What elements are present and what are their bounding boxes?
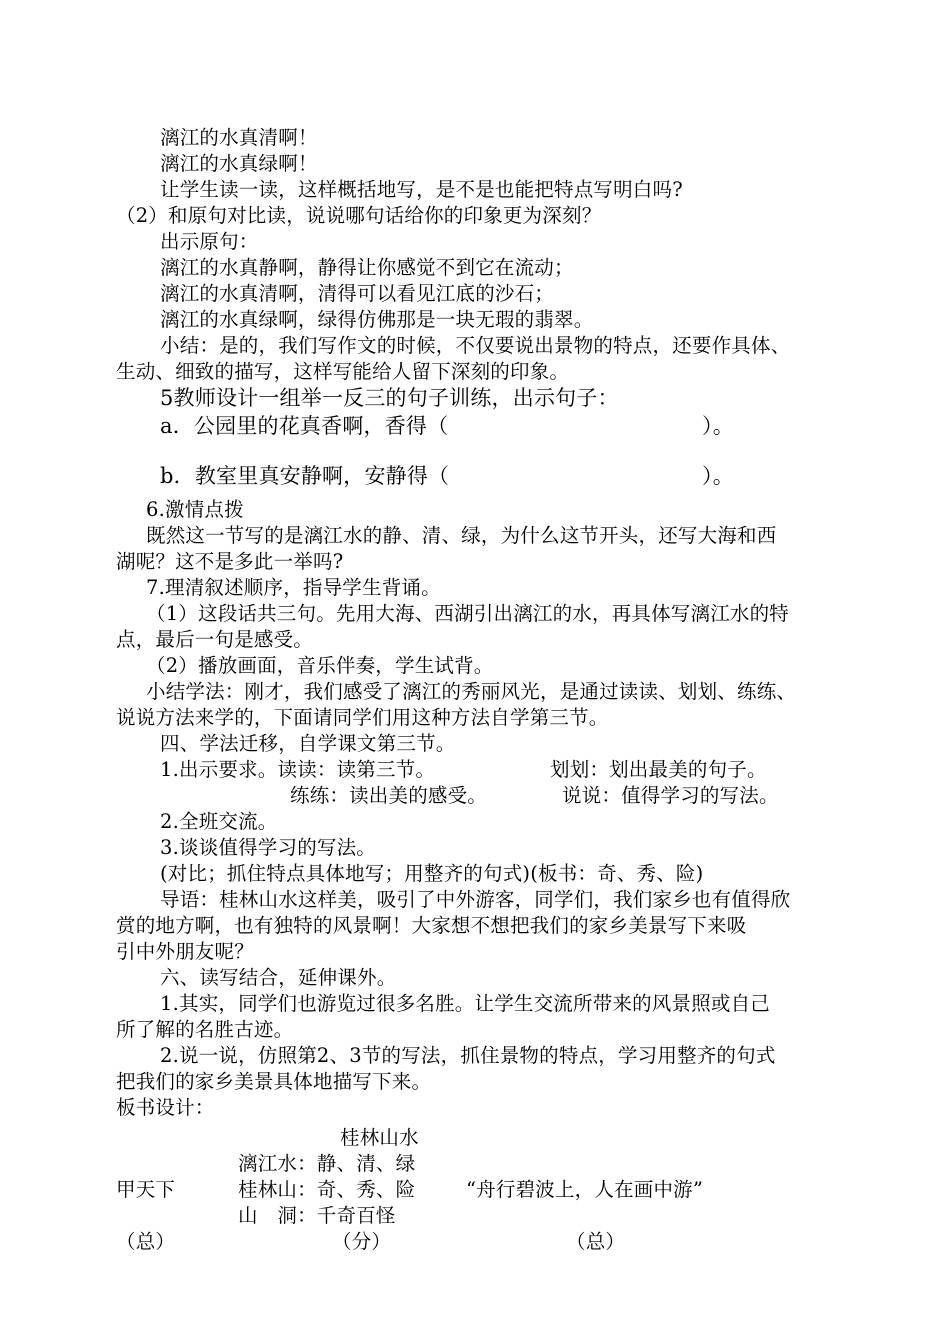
text-line: 小结学法：刚才，我们感受了漓江的秀丽风光，是通过读读、划划、练练、 bbox=[146, 680, 797, 703]
text-line: 四、学法迁移，自学课文第三节。 bbox=[160, 732, 456, 755]
text-line: 小结：是的，我们写作文的时候，不仅要说出景物的特点，还要作具体、 bbox=[160, 334, 791, 357]
exercise-a-end: ）。 bbox=[702, 414, 734, 438]
text-line: 湖呢？这不是多此一举吗? bbox=[116, 550, 344, 573]
text-line: 6.激情点拨 bbox=[146, 498, 244, 521]
text-line: 7.理清叙述顺序，指导学生背诵。 bbox=[146, 576, 441, 599]
board-row: 山 洞：千奇百怪 bbox=[238, 1204, 396, 1227]
text-line: 5教师设计一组举一反三的句子训练，出示句子： bbox=[160, 386, 619, 410]
text-line: （1）这段话共三句。先用大海、西湖引出漓江的水，再具体写漓江水的特 bbox=[146, 602, 790, 625]
text-line: (对比；抓住特点具体地写；用整齐的句式)(板书：奇、秀、险) bbox=[160, 862, 704, 885]
board-label: （总） bbox=[566, 1230, 626, 1253]
text-line: 2.全班交流。 bbox=[160, 810, 278, 833]
text-line: （2）和原句对比读，说说哪句话给你的印象更为深刻？ bbox=[116, 204, 602, 227]
text-line: 既然这一节写的是漓江水的静、清、绿，为什么这节开头，还写大海和西 bbox=[146, 524, 777, 547]
text-line: 出示原句： bbox=[160, 230, 259, 253]
text-line: 划划：划出最美的句子。 bbox=[550, 758, 767, 781]
text-line: 把我们的家乡美景具体地描写下来。 bbox=[116, 1070, 432, 1093]
text-line: 1.出示要求。读读：读第三节。 bbox=[160, 758, 436, 781]
text-line: 漓江的水真绿啊，绿得仿佛那是一块无瑕的翡翠。 bbox=[160, 308, 594, 331]
text-line: 漓江的水真静啊，静得让你感觉不到它在流动； bbox=[160, 256, 574, 279]
text-line: 3.谈谈值得学习的写法。 bbox=[160, 836, 377, 859]
text-line: 赏的地方啊，也有独特的风景啊！大家想不想把我们的家乡美景写下来吸 bbox=[116, 914, 747, 937]
exercise-a: a．公园里的花真香啊，香得（ bbox=[160, 414, 449, 438]
text-line: 说说方法来学的，下面请同学们用这种方法自学第三节。 bbox=[116, 706, 609, 729]
exercise-b-end: ）。 bbox=[702, 464, 734, 488]
text-line: 生动、细致的描写，这样写能给人留下深刻的印象。 bbox=[116, 360, 570, 383]
board-row: 漓江水：静、清、绿 bbox=[238, 1152, 416, 1175]
exercise-b: b．教室里真安静啊，安静得（ bbox=[160, 464, 450, 488]
text-line: 2.说一说，仿照第2、3节的写法，抓住景物的特点，学习用整齐的句式 bbox=[160, 1044, 776, 1067]
text-line: 六、读写结合，延伸课外。 bbox=[160, 966, 397, 989]
text-line: 漓江的水真清啊，清得可以看见江底的沙石； bbox=[160, 282, 555, 305]
text-line: 说说：值得学习的写法。 bbox=[562, 784, 779, 807]
board-left: 甲天下 bbox=[116, 1178, 176, 1201]
text-line: 练练：读出美的感受。 bbox=[290, 784, 488, 807]
board-heading: 板书设计： bbox=[116, 1096, 215, 1119]
text-line: 漓江的水真绿啊！ bbox=[160, 152, 318, 175]
board-title: 桂林山水 bbox=[340, 1126, 419, 1149]
text-line: 引中外朋友呢？ bbox=[116, 940, 254, 963]
text-line: 所了解的名胜古迹。 bbox=[116, 1018, 294, 1041]
board-label: （总） bbox=[116, 1230, 176, 1253]
text-line: （2）播放画面，音乐伴奏，学生试背。 bbox=[146, 654, 494, 677]
text-line: 点，最后一句是感受。 bbox=[116, 628, 314, 651]
board-label: （分） bbox=[332, 1230, 392, 1253]
text-line: 漓江的水真清啊！ bbox=[160, 126, 318, 149]
board-quote: “舟行碧波上，人在画中游” bbox=[466, 1178, 704, 1201]
text-line: 让学生读一读，这样概括地写，是不是也能把特点写明白吗? bbox=[160, 178, 683, 201]
text-line: 1.其实，同学们也游览过很多名胜。让学生交流所带来的风景照或自己 bbox=[160, 992, 771, 1015]
board-row: 桂林山：奇、秀、险 bbox=[238, 1178, 416, 1201]
text-line: 导语：桂林山水这样美，吸引了中外游客，同学们，我们家乡也有值得欣 bbox=[160, 888, 791, 911]
